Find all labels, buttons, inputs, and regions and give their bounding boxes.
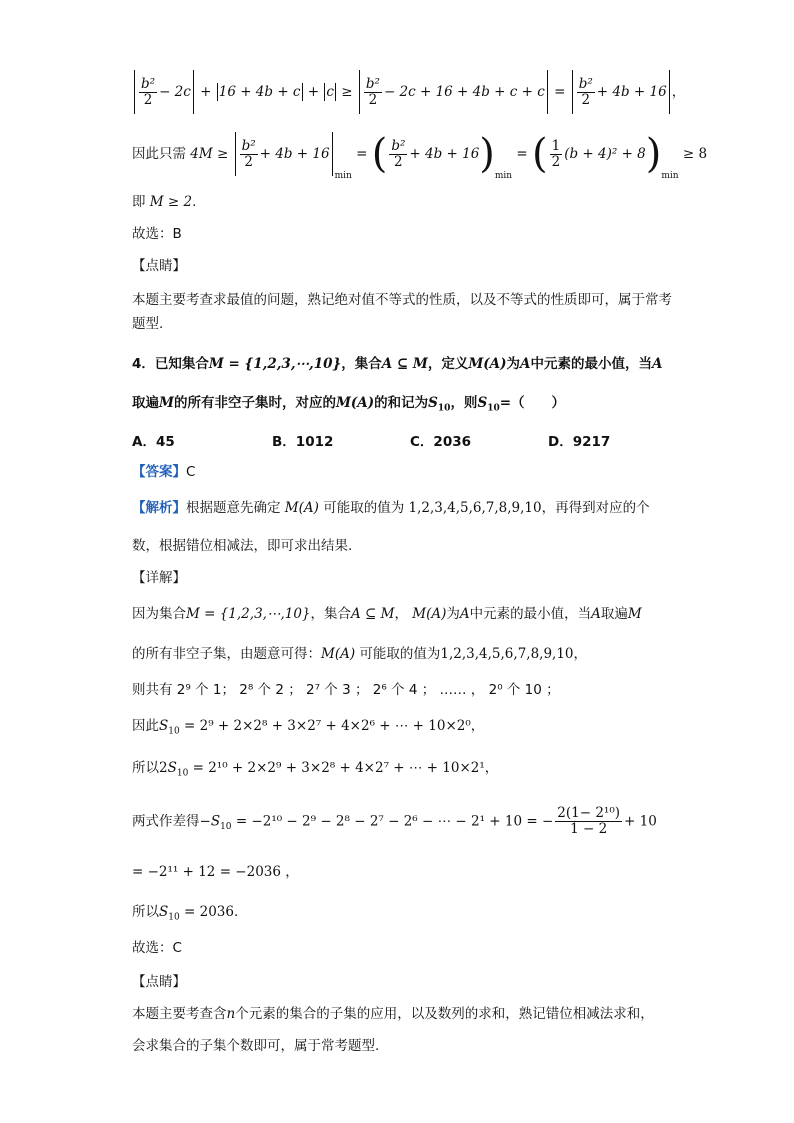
dianjing-text-q4-2: 会求集合的子集个数即可，属于常考题型. xyxy=(132,1038,380,1054)
dianjing-label-q4: 【点睛】 xyxy=(132,974,186,990)
detail-line-6: 两式作差得$-S_{10} = -2^{10} - 2^9 - 2^8 - 2^7 - 2^6$ − ⋯ − 2¹ + 10 = − $\frac{\text{2(1− 2¹⁰)}}{1 - 2}$ + 10 xyxy=(132,805,657,837)
detail-line-7: = −2¹¹ + 12 = −2036 ， xyxy=(132,864,299,880)
detail-line-2: 的所有非空子集，由题意可得：M(A) 可能取的值为1,2,3,4,5,6,7,8,9,10， xyxy=(132,646,588,662)
option-a: A．45 xyxy=(132,434,175,450)
detail-line-4: 因此$S_{10} = 2^9 + 2\times 2^8 + 3\times 2^7 + 4\times 2^6$ + ⋯ + 10×2⁰， xyxy=(132,718,485,737)
option-b: B．1012 xyxy=(272,434,334,450)
formula-line-2: 因此只需 4M ≥ $\frac{\text{b²}}{2}$ + $4b + 16_{min}$ = ( $\frac{\text{b²}}{2}$ + $4b + 16)_{min}$ = ( $\frac{1}{2}$ $(b + 4)^2 + 8)_{min} \ge 8$ xyxy=(132,131,708,181)
option-c: C．2036 xyxy=(410,434,471,450)
choice-line: 故选：B xyxy=(132,226,182,242)
detail-line-1: 因为集合M = {1,2,3,⋯,10}，集合A ⊆ M， M(A)为A中元素的最小值，当A取遍M xyxy=(132,606,642,622)
dianjing-text-q4-1: 本题主要考查含n个元素的集合的子集的应用，以及数列的求和，熟记错位相减法求和， xyxy=(132,1006,654,1022)
dianjing-text: 本题主要考查求最值的问题，熟记绝对值不等式的性质，以及不等式的性质即可，属于常考题型. xyxy=(132,292,672,332)
detail-line-8: 所以$S_{10} = 2036$. xyxy=(132,904,239,923)
choice-line-q4: 故选：C xyxy=(132,940,182,956)
dianjing-label: 【点睛】 xyxy=(132,258,186,274)
detail-line-3: 则共有 2⁹ 个 1； 2⁸ 个 2 ； 2⁷ 个 3 ； 2⁶ 个 4 ； …… ， 2⁰ 个 10 ； xyxy=(132,682,560,698)
answer-line: 【答案】C xyxy=(132,464,196,480)
detail-label: 【详解】 xyxy=(132,570,186,586)
conclusion-line: 即 M ≥ 2. xyxy=(132,194,197,210)
question-4-line-2: 取遍M的所有非空子集时，对应的M(A)的和记为$S_{10}$，则$S_{10}=$（ ） xyxy=(132,395,566,414)
formula-line-1: $\frac{\text{b²}}{2}$ − 2c + 16 + 4b + c + c ≥ $\frac{\text{b²}}{2}$ − 2c + 16 + 4b + c + c = $\frac{\text{b²}}{2}$ + 4b + 16 ， xyxy=(132,70,685,114)
option-d: D．9217 xyxy=(548,434,611,450)
question-4-line-1: 4．已知集合M = {1,2,3,⋯,10}，集合A ⊆ M，定义M(A)为A中元素的最小值，当A xyxy=(132,356,663,372)
analysis-line-1: 【解析】根据题意先确定 M(A) 可能取的值为 1,2,3,4,5,6,7,8,9,10，再得到对应的个 xyxy=(132,500,650,516)
detail-line-5: 所以$2S_{10} = 2^{10} + 2\times 2^9 + 3\times 2^8 + 4\times 2^7$ + ⋯ + 10×2¹， xyxy=(132,760,499,779)
analysis-line-2: 数，根据错位相减法，即可求出结果. xyxy=(132,538,353,554)
